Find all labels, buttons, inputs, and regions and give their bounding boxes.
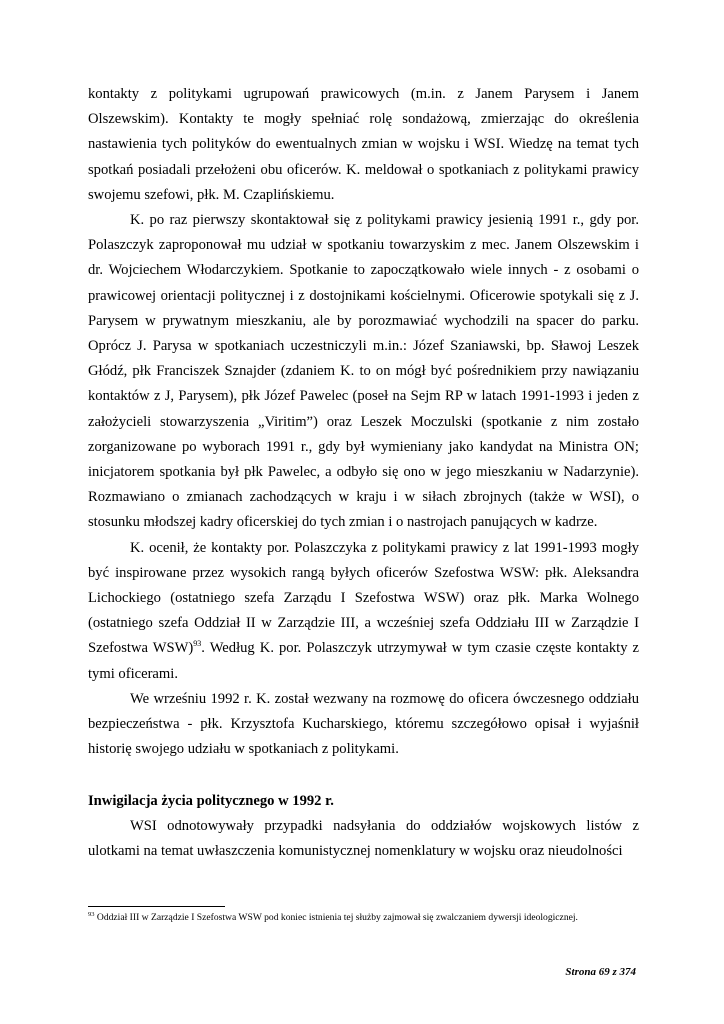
paragraph-3-connector: . Według	[201, 640, 255, 657]
paragraph-3-part-2: K. por. Polaszczyk utrzymywał w tym czasie częste kontakty z tymi oficerami.	[88, 640, 640, 682]
paragraph-2: K. po raz pierwszy skontaktował się z politykami prawicy jesienią 1991 r., gdy por. Polaszczyk zaproponował mu udział w spotkaniu towarzyskim z mec. Janem Olszewskim i dr. Wojciechem Włodarczykiem. Spotkanie to zapoczątkowało wiele innych - z osobami o prawicowej orientacji politycznej i z dostojnikami kościelnymi. Oficerowie spotykali się z J. Parysem w prywatnym mieszkaniu, ale by porozmawiać wychodzili na spacer do parku. Oprócz J. Parysa w spotkaniach uczestniczyli m.in.: Józef Szaniawski, bp. Sławoj Leszek Głódź, płk Franciszek Sznajder (zdaniem K. to on mógł być pośrednikiem przy nawiązaniu kontaktów z J, Parysem), płk Józef Pawelec (poseł na Sejm RP w latach 1991-1993 i jeden z założycieli stowarzyszenia „Viritim”) oraz Leszek Moczulski (spotkanie z nim zostało zorganizowane po wyborach 1991 r., gdy był wymieniany jako kandydat na Ministra ON; inicjatorem spotkania był płk Pawelec, a odbyło się ono w jego mieszkaniu w Nadarzynie). Rozmawiano o zmianach zachodzących w kraju i w siłach zbrojnych (także w WSI), o stosunku młodszej kadry oficerskiej do tych zmian i o nastrojach panujących w kadrze.	[88, 212, 639, 531]
footnote	[88, 911, 639, 924]
footnote-reference[interactable]: 93	[193, 639, 202, 649]
section-heading: Inwigilacja życia politycznego w 1992 r.	[88, 793, 334, 809]
body-text	[88, 82, 639, 762]
paragraph-3-part-1: K. ocenił, że kontakty por. Polaszczyka z politykami prawicy z lat 1991-1993 mogły być inspirowane przez wysokich rangą byłych oficerów Szefostwa WSW: płk. Aleksandra Lichockiego (ostatniego szefa Zarządu I Szefostwa WSW) oraz płk. Marka Wolnego (ostatniego szefa Oddział II w Zarządzie III, a wcześniej szefa Oddziału III w Zarządzie I Szefostwa WSW)	[88, 539, 639, 657]
paragraph-4: We wrześniu 1992 r. K. został wezwany na rozmowę do oficera ówczesnego oddziału bezpieczeństwa - płk. Krzysztofa Kucharskiego, któremu szczegółowo opisał i wyjaśnił historię swojego udziału w spotkaniach z politykami.	[88, 690, 639, 758]
paragraph-3	[88, 536, 639, 687]
section-body	[88, 814, 639, 864]
footnote-number: 93	[88, 910, 95, 918]
footnote-separator	[88, 906, 225, 907]
footnote-text: Oddział III w Zarządzie I Szefostwa WSW pod koniec istnienia tej służby zajmował się zwalczaniem dywersji ideologicznej.	[96, 912, 578, 923]
paragraph-1: kontakty z politykami ugrupowań prawicowych (m.in. z Janem Parysem i Janem Olszewskim). Kontakty te mogły spełniać rolę sondażową, zmierzając do określenia nastawienia tych polityków do ewentualnych zmian w wojsku i WSI. Wiedzę na temat tych spotkań posiadali przełożeni obu oficerów. K. meldował o spotkaniach z politykami prawicy swojemu szefowi, płk. M. Czaplińskiemu.	[88, 86, 639, 203]
paragraph-5: WSI odnotowywały przypadki nadsyłania do oddziałów wojskowych listów z ulotkami na temat uwłaszczenia komunistycznej nomenklatury w wojsku oraz nieudolności	[88, 818, 639, 860]
page-number: Strona 69 z 374	[565, 966, 636, 978]
